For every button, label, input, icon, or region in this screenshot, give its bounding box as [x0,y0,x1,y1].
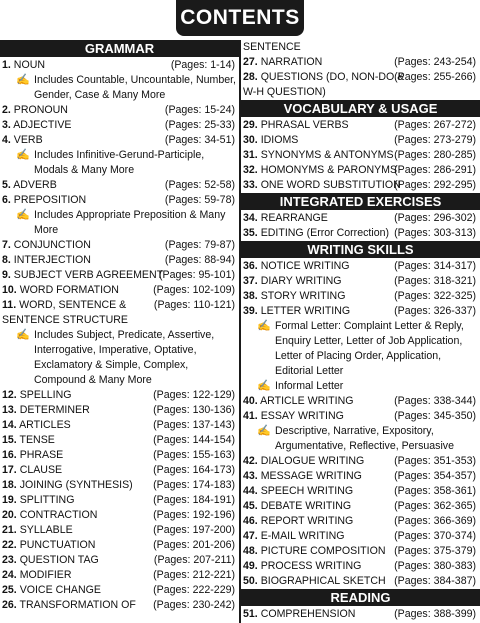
entry-pages: (Pages: 318-321) [394,275,476,287]
entry-number: 33. [243,179,258,191]
toc-entry[interactable] [0,478,239,493]
toc-entry[interactable] [241,118,480,133]
entry-title: DIARY WRITING [260,275,342,287]
entry-number: 39. [243,305,258,317]
entry-number: 46. [243,515,258,527]
entry-number: 25. [2,584,17,596]
entry-number: 40. [243,395,258,407]
entry-pages: (Pages: 201-206) [153,539,235,551]
entry-title: SUBJECT VERB AGREEMENT [13,269,164,281]
entry-title: IDIOMS [260,134,299,146]
entry-note [0,208,239,238]
entry-pages: (Pages: 380-383) [394,560,476,572]
toc-entry[interactable] [241,529,480,544]
entry-number: 51. [243,608,258,620]
entry-pages: (Pages: 102-109) [153,284,235,296]
entry-title: PHRASE [19,449,64,461]
entry-pages: (Pages: 230-242) [153,599,235,611]
entry-number: 41. [243,410,258,422]
note-line: Enquiry Letter, Letter of Job Application, [275,335,463,347]
entry-pages: (Pages: 326-337) [394,305,476,317]
toc-entry[interactable] [241,289,480,304]
note-line: Informal Letter [275,380,344,392]
entry-title: WORD FORMATION [19,284,119,296]
toc-entry[interactable] [241,133,480,148]
note-line: Descriptive, Narrative, Expository, [275,425,434,437]
toc-entry[interactable] [241,574,480,589]
entry-note [241,424,480,454]
section-header: READING [241,589,480,606]
page-title: CONTENTS [176,0,304,36]
toc-entry[interactable] [0,598,239,613]
toc-entry[interactable] [0,433,239,448]
entry-number: 43. [243,470,258,482]
entry-number: 18. [2,479,17,491]
entry-number: 34. [243,212,258,224]
entry-number: 1. [2,59,11,71]
pen-icon: ✍ [257,320,271,332]
toc-entry[interactable] [241,163,480,178]
entry-title: ONE WORD SUBSTITUTION [260,179,401,191]
toc-entry[interactable] [0,118,239,133]
entry-title: CONTRACTION [19,509,98,521]
entry-title: REARRANGE [260,212,328,224]
entry-pages: (Pages: 137-143) [153,419,235,431]
entry-title-continued: SENTENCE STRUCTURE [2,314,128,326]
title-bar [0,0,480,40]
entry-pages: (Pages: 110-121) [153,299,235,311]
toc-entry[interactable] [241,304,480,319]
entry-title: DEBATE WRITING [260,500,352,512]
entry-title: SYLLABLE [19,524,73,536]
entry-number: 19. [2,494,17,506]
entry-title: ARTICLE WRITING [260,395,354,407]
entry-pages: (Pages: 88-94) [164,254,235,266]
entry-title: NOTICE WRITING [260,260,350,272]
entry-pages: (Pages: 370-374) [394,530,476,542]
toc-entry[interactable] [0,103,239,118]
note-line: Letter of Placing Order, Application, [275,350,442,362]
entry-pages: (Pages: 59-78) [164,194,235,206]
entry-title: VOICE CHANGE [19,584,101,596]
entry-pages: (Pages: 255-266) [394,71,476,83]
entry-pages: (Pages: 358-361) [394,485,476,497]
toc-entry[interactable] [0,493,239,508]
entry-note [0,148,239,178]
entry-pages: (Pages: 338-344) [394,395,476,407]
entry-number: 27. [243,56,258,68]
entry-number: 5. [2,179,11,191]
entry-pages: (Pages: 130-136) [153,404,235,416]
entry-pages: (Pages: 207-211) [153,554,235,566]
note-line: Includes Infinitive-Gerund-Participle, [34,149,205,161]
entry-title: HOMONYMS & PARONYMS [260,164,398,176]
toc-entry[interactable] [0,583,239,598]
entry-pages: (Pages: 174-183) [153,479,235,491]
note-line: Interrogative, Imperative, Optative, [34,344,197,356]
entry-pages: (Pages: 273-279) [394,134,476,146]
entry-number: 11. [2,299,17,311]
toc-entry[interactable] [241,607,480,622]
entry-pages: (Pages: 322-325) [394,290,476,302]
pen-icon: ✍ [16,209,30,221]
entry-title: DIALOGUE WRITING [260,455,365,467]
entry-pages: (Pages: 1-14) [170,59,235,71]
entry-pages: (Pages: 296-302) [394,212,476,224]
entry-pages: (Pages: 286-291) [394,164,476,176]
left-column [0,40,239,613]
entry-note [241,319,480,379]
entry-title-continued: W-H QUESTION) [243,86,326,98]
toc-entry[interactable] [0,568,239,583]
note-line: Argumentative, Reflective, Persuasive [275,440,454,452]
toc-entry[interactable] [241,484,480,499]
entry-pages: (Pages: 351-353) [394,455,476,467]
note-line: Includes Appropriate Preposition & Many [34,209,226,221]
entry-number: 2. [2,104,11,116]
toc-entry[interactable] [0,268,239,283]
entry-number: 12. [2,389,17,401]
entry-title: ARTICLES [19,419,71,431]
entry-pages: (Pages: 388-399) [394,608,476,620]
entry-number: 17. [2,464,17,476]
toc-entry[interactable] [241,148,480,163]
note-line: Includes Subject, Predicate, Assertive, [34,329,215,341]
toc-entry[interactable] [241,211,480,226]
toc-entry[interactable] [0,253,239,268]
toc-entry[interactable] [0,448,239,463]
entry-pages: (Pages: 243-254) [394,56,476,68]
toc-entry[interactable] [241,454,480,469]
entry-title: SPEECH WRITING [260,485,354,497]
toc-entry[interactable] [241,499,480,514]
toc-entry[interactable] [241,274,480,289]
entry-title: ADVERB [13,179,57,191]
entry-pages: (Pages: 164-173) [153,464,235,476]
toc-entry[interactable] [0,388,239,403]
entry-title: JOINING (SYNTHESIS) [19,479,133,491]
entry-title: ADJECTIVE [13,119,72,131]
toc-entry[interactable] [241,559,480,574]
entry-pages: (Pages: 345-350) [394,410,476,422]
entry-pages: (Pages: 95-101) [159,269,235,281]
pen-icon: ✍ [16,329,30,341]
entry-number: 24. [2,569,17,581]
entry-title: E-MAIL WRITING [260,530,345,542]
toc-entry[interactable] [241,394,480,409]
entry-title: QUESTIONS (DO, NON-DO & [260,71,405,83]
entry-title: MODIFIER [19,569,72,581]
toc-entry[interactable] [0,298,239,313]
toc-entry[interactable] [241,514,480,529]
toc-entry[interactable] [0,238,239,253]
entry-number: 26. [2,599,17,611]
entry-title: PREPOSITION [13,194,87,206]
entry-pages: (Pages: 292-295) [394,179,476,191]
entry-number: 9. [2,269,11,281]
entry-title: SPELLING [19,389,72,401]
entry-number: 32. [243,164,258,176]
entry-number: 7. [2,239,11,251]
toc-entry[interactable] [0,463,239,478]
pen-icon: ✍ [257,425,271,437]
entry-number: 49. [243,560,258,572]
note-line: Gender, Case & Many More [34,89,166,101]
entry-title: TRANSFORMATION OF [19,599,136,611]
entry-title: PICTURE COMPOSITION [260,545,386,557]
entry-pages: (Pages: 34-51) [164,134,235,146]
entry-number: 48. [243,545,258,557]
entry-number: 47. [243,530,258,542]
entry-title: SYNONYMS & ANTONYMS [260,149,394,161]
entry-number: 42. [243,455,258,467]
toc-entry[interactable] [0,133,239,148]
section-header: WRITING SKILLS [241,241,480,258]
note-line: More [34,224,59,236]
entry-title: PRONOUN [13,104,68,116]
entry-number: 4. [2,134,11,146]
toc-entry[interactable] [241,259,480,274]
pen-icon: ✍ [257,380,271,392]
note-line: Includes Countable, Uncountable, Number, [34,74,236,86]
toc-entry[interactable] [0,553,239,568]
note-line: Compound & Many More [34,374,152,386]
toc-entry[interactable] [241,469,480,484]
entry-title: PROCESS WRITING [260,560,362,572]
toc-entry[interactable] [0,193,239,208]
note-line: Formal Letter: Complaint Letter & Reply, [275,320,464,332]
entry-pages: (Pages: 314-317) [394,260,476,272]
toc-entry[interactable] [0,283,239,298]
entry-pages: (Pages: 267-272) [394,119,476,131]
toc-entry[interactable] [241,544,480,559]
entry-title: VERB [13,134,43,146]
section-header: INTEGRATED EXERCISES [241,193,480,210]
entry-number: 6. [2,194,11,206]
entry-number: 10. [2,284,17,296]
entry-number: 3. [2,119,11,131]
entry-pages: (Pages: 122-129) [153,389,235,401]
entry-title: BIOGRAPHICAL SKETCH [260,575,386,587]
entry-number: 22. [2,539,17,551]
entry-pages: (Pages: 280-285) [394,149,476,161]
entry-pages: (Pages: 303-313) [394,227,476,239]
entry-number: 50. [243,575,258,587]
entry-title: CLAUSE [19,464,63,476]
entry-title: PUNCTUATION [19,539,96,551]
toc-entry[interactable] [241,178,480,193]
entry-number: 13. [2,404,17,416]
entry-number: 8. [2,254,11,266]
entry-number: 31. [243,149,258,161]
entry-title: MESSAGE WRITING [260,470,362,482]
entry-title: DETERMINER [19,404,90,416]
entry-pages: (Pages: 155-163) [153,449,235,461]
toc-entry[interactable] [0,58,239,73]
entry-number: 38. [243,290,258,302]
toc-entry[interactable] [0,538,239,553]
pen-icon: ✍ [16,149,30,161]
toc-entry[interactable] [0,403,239,418]
entry-number: 29. [243,119,258,131]
entry-pages: (Pages: 15-24) [164,104,235,116]
entry-pages: (Pages: 384-387) [394,575,476,587]
entry-title: COMPREHENSION [260,608,356,620]
entry-pages: (Pages: 354-357) [394,470,476,482]
continued-text: SENTENCE [243,41,301,53]
entry-number: 45. [243,500,258,512]
entry-title: REPORT WRITING [260,515,354,527]
entry-title: INTERJECTION [13,254,91,266]
entry-title: CONJUNCTION [13,239,91,251]
entry-note [241,379,480,394]
entry-number: 15. [2,434,17,446]
pen-icon: ✍ [16,74,30,86]
entry-title: QUESTION TAG [19,554,99,566]
entry-number: 14. [2,419,17,431]
entry-pages: (Pages: 366-369) [394,515,476,527]
section-header: GRAMMAR [0,40,239,57]
entry-number: 21. [2,524,17,536]
entry-title: LETTER WRITING [260,305,351,317]
toc-entry[interactable] [0,178,239,193]
entry-note [0,73,239,103]
toc-entry[interactable] [0,523,239,538]
section-header: VOCABULARY & USAGE [241,100,480,117]
entry-number: 28. [243,71,258,83]
entry-title: PHRASAL VERBS [260,119,349,131]
entry-pages: (Pages: 222-229) [153,584,235,596]
entry-pages: (Pages: 25-33) [164,119,235,131]
entry-pages: (Pages: 144-154) [153,434,235,446]
entry-title: NOUN [13,59,45,71]
entry-pages: (Pages: 79-87) [164,239,235,251]
entry-pages: (Pages: 197-200) [153,524,235,536]
entry-title: STORY WRITING [260,290,346,302]
toc-entry[interactable] [0,418,239,433]
right-column [241,40,480,622]
entry-title: SPLITTING [19,494,75,506]
entry-title: ESSAY WRITING [260,410,344,422]
entry-title: WORD, SENTENCE & [19,299,127,311]
note-line: Editorial Letter [275,365,344,377]
toc-entry[interactable] [241,409,480,424]
entry-number: 35. [243,227,258,239]
entry-title: NARRATION [260,56,323,68]
toc-entry[interactable] [0,508,239,523]
entry-number: 20. [2,509,17,521]
entry-pages: (Pages: 212-221) [153,569,235,581]
note-line: Modals & Many More [34,164,135,176]
note-line: Exclamatory & Simple, Complex, [34,359,189,371]
entry-pages: (Pages: 362-365) [394,500,476,512]
entry-title: TENSE [19,434,55,446]
entry-number: 16. [2,449,17,461]
entry-number: 30. [243,134,258,146]
entry-pages: (Pages: 192-196) [153,509,235,521]
entry-pages: (Pages: 375-379) [394,545,476,557]
entry-pages: (Pages: 52-58) [164,179,235,191]
entry-number: 37. [243,275,258,287]
toc-entry[interactable] [241,55,480,70]
entry-title: EDITING (Error Correction) [260,227,390,239]
entry-number: 36. [243,260,258,272]
toc-entry[interactable] [241,70,480,85]
entry-number: 44. [243,485,258,497]
entry-pages: (Pages: 184-191) [153,494,235,506]
entry-number: 23. [2,554,17,566]
entry-note [0,328,239,388]
toc-entry[interactable] [241,226,480,241]
